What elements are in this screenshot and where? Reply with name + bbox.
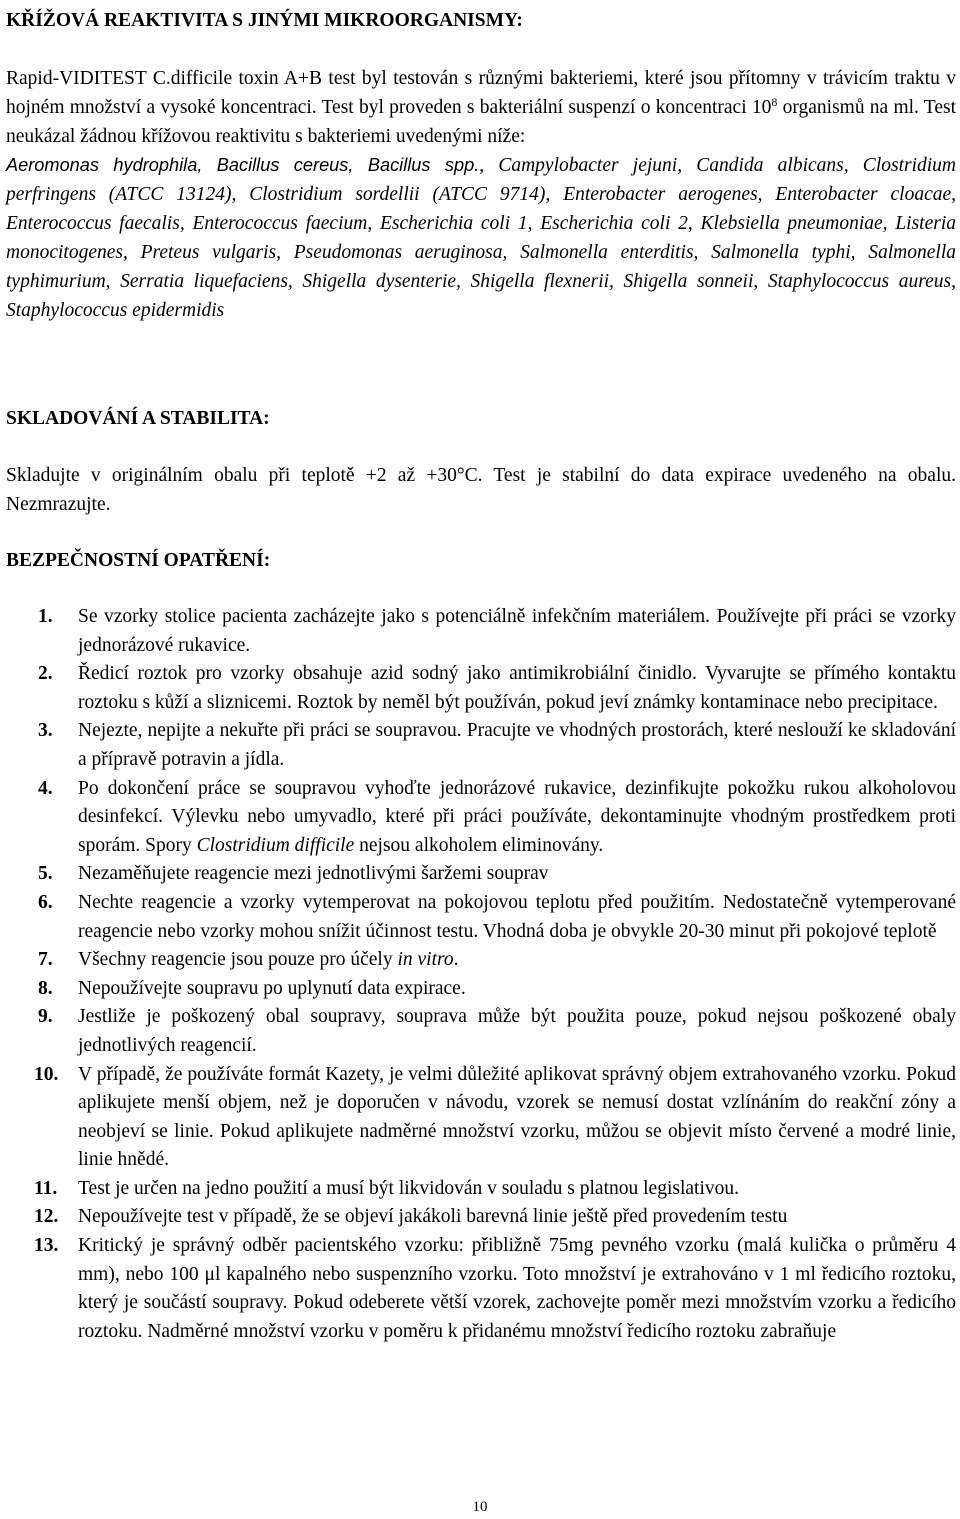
- page-number: 10: [472, 1499, 488, 1515]
- safety-list: [6, 603, 956, 1346]
- safety-item: [6, 975, 956, 1004]
- safety-item-text: Kritický je správný odběr pacientského vzorku: přibližně 75mg pevného vzorku (malá kulička o průměru 4 mm), nebo 100 μl kapalného nebo suspenzního vzorku. Toto množství je extrahováno v 1 ml ředicího roztoku, který je součástí soupravy. Pokud odeberete větší vzorek, zachovejte poměr mezi množstvím vzorku a ředicího roztoku. Nadměrné množství vzorku v poměru k přidanému množství ředicího roztoku zabraňuje: [78, 1235, 956, 1342]
- cross-reactivity-section: [6, 64, 956, 325]
- safety-item-number: 2.: [38, 663, 53, 685]
- safety-heading: BEZPEČNOSTNÍ OPATŘENÍ:: [6, 550, 271, 571]
- safety-item: [6, 717, 956, 774]
- intro-exponent: 8: [771, 95, 778, 109]
- storage-heading: SKLADOVÁNÍ A STABILITA:: [6, 408, 270, 429]
- safety-item-text: Ředicí roztok pro vzorky obsahuje azid sodný jako antimikrobiální činidlo. Vyvarujte se přímého kontaktu roztoku s kůží a sliznicemi. Roztok by neměl být používán, pokud jeví známky kontaminace nebo precipitace.: [78, 663, 956, 713]
- safety-item: [6, 889, 956, 946]
- safety-item: [6, 1061, 956, 1175]
- safety-item-number: 4.: [38, 777, 53, 799]
- safety-item-text: Všechny reagencie jsou pouze pro účely: [78, 949, 398, 971]
- intro-text-a: Rapid-VIDITEST C.difficile toxin A+B test byl testován s různými bakteriemi, které jsou přítomny v trávicím traktu v hojném množství a vysoké koncentraci. Test byl proveden s bakteriální suspenzí o koncentraci 10: [6, 68, 956, 118]
- safety-item-text: Nechte reagencie a vzorky vytemperovat na pokojovou teplotu před použitím. Nedostatečně vytemperované reagencie nebo vzorky mohou snížit účinnost testu. Vhodná doba je obvykle 20-30 minut při pokojové teplotě: [78, 891, 956, 942]
- safety-item-number: 1.: [38, 606, 53, 627]
- safety-item-number: 7.: [38, 949, 53, 971]
- safety-item-number: 3.: [38, 720, 53, 742]
- safety-item: [6, 603, 956, 660]
- safety-item-text: Test je určen na jedno použití a musí být likvidován v souladu s platnou legislativou.: [78, 1177, 739, 1199]
- safety-item-text: Nepoužívejte soupravu po uplynutí data expirace.: [78, 977, 466, 999]
- safety-item-italic: Clostridium difficile: [196, 834, 355, 856]
- cross-reactivity-heading: KŘÍŽOVÁ REAKTIVITA S JINÝMI MIKROORGANISMY:: [6, 10, 523, 31]
- safety-item: [6, 660, 956, 717]
- safety-item: [6, 775, 956, 861]
- safety-item-number: 6.: [38, 891, 53, 913]
- organism-list-rest: , Campylobacter jejuni, Candida albicans, Clostridium perfringens (ATCC 13124), Clostridium sordellii (ATCC 9714), Enterobacter aerogenes, Enterobacter cloacae, Enterococcus faecalis, Enterococcus faecium, Escherichia coli 1, Escherichia coli 2, Klebsiella pneumoniae, Listeria monocitogenes, Preteus vulgaris, Pseudomonas aeruginosa, Salmonella enterditis, Salmonella typhi, Salmonella typhimurium, Serratia liquefaciens, Shigella dysenterie, Shigella flexnerii, Shigella sonneii, Staphylococcus aureus, Staphylococcus epidermidis: [6, 155, 956, 321]
- safety-item: [6, 860, 956, 889]
- safety-item-italic: in vitro: [397, 949, 454, 971]
- safety-item-number: 11.: [34, 1177, 58, 1199]
- safety-item-text: V případě, že používáte formát Kazety, je velmi důležité aplikovat správný objem extrahovaného vzorku. Pokud aplikujete menší objem, než je doporučen v návodu, vzorek se nemusí dostat vzlínáním do reakční zóny a neobjeví se linie. Pokud aplikujete nadměrné množství vzorku, můžou se objevit místo červené a modré linie, linie hnědé.: [78, 1063, 956, 1171]
- safety-item-text-end: .: [453, 949, 459, 971]
- safety-item-number: 12.: [34, 1206, 59, 1228]
- safety-item: [6, 1232, 956, 1346]
- safety-item: [6, 1175, 956, 1204]
- safety-item-text: Nepoužívejte test v případě, že se objeví jakákoli barevná linie ještě před provedením testu: [78, 1206, 788, 1228]
- safety-item-text-end: nejsou alkoholem eliminovány.: [354, 834, 604, 856]
- safety-item-number: 5.: [38, 863, 53, 885]
- safety-item-number: 10.: [34, 1063, 59, 1085]
- safety-item-text: Nejezte, nepijte a nekuřte při práci se soupravou. Pracujte ve vhodných prostorách, které neslouží ke skladování a přípravě potravin a jídla.: [78, 720, 956, 770]
- safety-item: [6, 1203, 956, 1232]
- safety-item-text: Se vzorky stolice pacienta zacházejte jako s potenciálně infekčním materiálem. Používejte při práci se vzorky jednorázové rukavice.: [78, 606, 956, 656]
- organism-list-first: Aeromonas hydrophila, Bacillus cereus, Bacillus spp.: [6, 155, 480, 175]
- safety-item-number: 8.: [38, 977, 53, 999]
- safety-item-number: 13.: [34, 1235, 59, 1257]
- safety-item-number: 9.: [38, 1006, 53, 1028]
- safety-item-text: Jestliže je poškozený obal soupravy, souprava může být použita pouze, pokud nejsou poškozené obaly jednotlivých reagencií.: [78, 1006, 956, 1056]
- safety-item: [6, 946, 956, 975]
- intro-text-b: organismů na ml. Test neukázal žádnou křížovou reaktivitu s bakteriemi uvedenými níže:: [6, 97, 956, 147]
- safety-item-text: Po dokončení práce se soupravou vyhoďte jednorázové rukavice, dezinfikujte pokožku rukou alkoholovou desinfekcí. Výlevku nebo umyvadlo, které při práci používáte, dekontaminujte vhodným prostředkem proti sporám. Spory: [78, 777, 956, 856]
- cross-reactivity-intro: [6, 64, 956, 151]
- safety-item-text: Nezaměňujete reagencie mezi jednotlivými šaržemi souprav: [78, 863, 549, 885]
- safety-item: [6, 1003, 956, 1060]
- organism-list: [6, 151, 956, 325]
- storage-text: Skladujte v originálním obalu při teplotě +2 až +30°C. Test je stabilní do data expirace uvedeného na obalu. Nezmrazujte.: [6, 465, 956, 515]
